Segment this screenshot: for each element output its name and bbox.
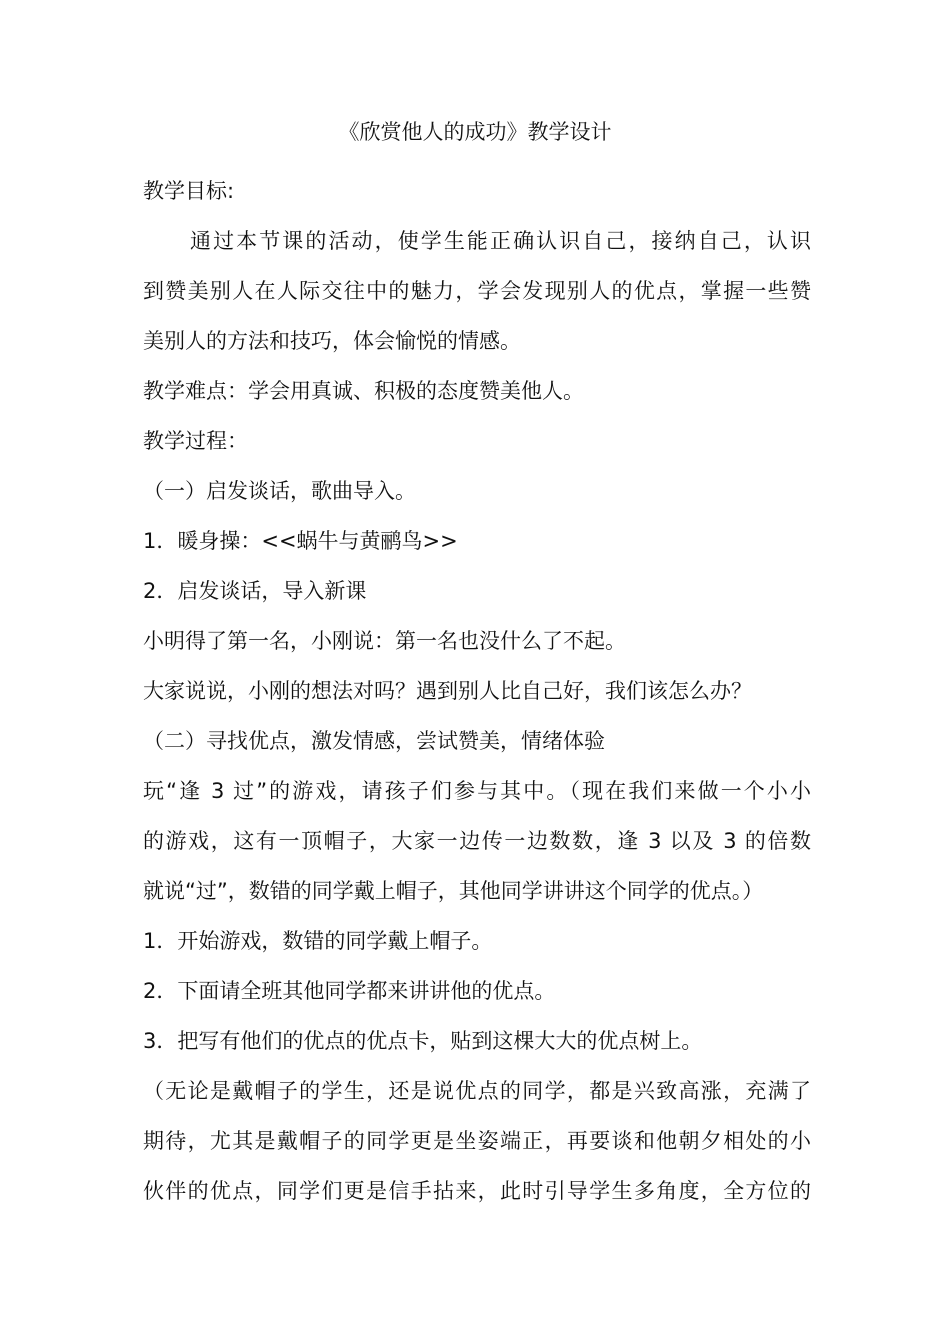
section-heading-difficulty: 教学难点：学会用真诚、积极的态度赞美他人。 [143, 379, 584, 403]
list-item: 3．把写有他们的优点的优点卡，贴到这棵大大的优点树上。 [143, 1029, 703, 1053]
document-body [143, 166, 811, 1216]
list-item: 2．下面请全班其他同学都来讲讲他的优点。 [143, 979, 556, 1003]
paragraph-line: 通过本节课的活动，使学生能正确认识自己，接纳自己，认识 [190, 229, 811, 253]
section-heading-objectives: 教学目标: [143, 179, 235, 203]
list-item: 1．开始游戏，数错的同学戴上帽子。 [143, 929, 493, 953]
paragraph-line: 玩“逢 3 过”的游戏，请孩子们参与其中。（现在我们来做一个小小 [143, 779, 811, 803]
paragraph-line: 期待，尤其是戴帽子的同学更是坐姿端正，再要谈和他朝夕相处的小 [143, 1129, 811, 1153]
paragraph-line: 美别人的方法和技巧，体会愉悦的情感。 [143, 329, 521, 353]
document-title: 《欣赏他人的成功》教学设计 [338, 120, 612, 144]
paragraph-line: 大家说说，小刚的想法对吗？遇到别人比自己好，我们该怎么办？ [143, 679, 752, 703]
subsection-heading: （一）启发谈话，歌曲导入。 [143, 479, 416, 503]
list-item: 2．启发谈话，导入新课 [143, 579, 367, 603]
subsection-heading: （二）寻找优点，激发情感，尝试赞美，情绪体验 [143, 729, 605, 753]
paragraph-line: 到赞美别人在人际交往中的魅力，学会发现别人的优点，掌握一些赞 [143, 279, 811, 303]
paragraph-line: 就说“过”，数错的同学戴上帽子，其他同学讲讲这个同学的优点。） [143, 879, 764, 903]
section-heading-process: 教学过程： [143, 429, 248, 453]
paragraph-line: （无论是戴帽子的学生，还是说优点的同学，都是兴致高涨，充满了 [143, 1079, 811, 1103]
list-item: 1．暖身操：<<蜗牛与黄鹂鸟>> [143, 529, 458, 553]
paragraph-line: 的游戏，这有一顶帽子，大家一边传一边数数，逢 3 以及 3 的倍数 [143, 829, 811, 853]
paragraph-line: 小明得了第一名，小刚说：第一名也没什么了不起。 [143, 629, 626, 653]
paragraph-line: 伙伴的优点，同学们更是信手拈来，此时引导学生多角度，全方位的 [143, 1179, 811, 1203]
